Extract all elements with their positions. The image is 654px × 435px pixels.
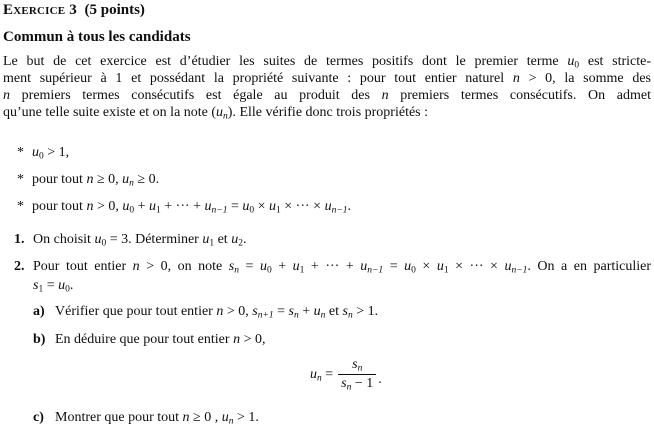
intro-line-3: n premiers termes consécutifs est égale au produit des n premiers termes consécutifs. On admet — [3, 88, 651, 103]
fraction-numerator: $s_n$ — [352, 357, 363, 374]
question-1-text: On choisit $u_0 = 3$. Déterminer $u_1$ et $u_2$. — [33, 232, 247, 249]
property-item-2 — [17, 171, 159, 188]
exercise-subtitle — [3, 29, 191, 46]
equation-lhs: $u_n$ = — [310, 367, 334, 384]
question-2b-text: En déduire que pour tout entier n > 0, — [55, 332, 266, 347]
question-2 — [14, 258, 651, 275]
intro-line-1: Le but de cet exercice est d’étudier les suites de termes positifs dont le premier terme $u_0$ est stricte- — [3, 54, 652, 71]
bullet-marker: * — [17, 199, 24, 214]
fraction — [338, 356, 376, 393]
exercise-title — [3, 2, 145, 19]
question-1 — [14, 231, 246, 248]
property-item-2-text: pour tout n ≥ 0, $u_n \ge 0$. — [32, 172, 160, 189]
question-2-text-line-1: Pour tout entier n > 0, on note $s_n = u_0 + u_1$ + ··· + $u_{n-1} = u_0 \times u_1$ × ··· × $u_{n-1}$. On a en particulier — [33, 259, 652, 276]
question-2c — [33, 409, 259, 426]
property-item-3 — [17, 198, 351, 215]
question-2b — [33, 331, 265, 348]
question-2a-label: a) — [33, 304, 45, 319]
question-2a-text: Vérifier que pour tout entier n > 0, $s_{n+1} = s_n + u_n$ et $s_n > 1$. — [55, 304, 379, 321]
question-2b-label: b) — [33, 332, 46, 347]
question-2a — [33, 303, 378, 320]
question-2c-label: c) — [33, 410, 44, 425]
exercise-title-text: Exercice 3 (5 points) — [3, 2, 145, 18]
bullet-marker: * — [17, 145, 24, 160]
question-2c-text: Montrer que pour tout n ≥ 0 , $u_n > 1$. — [55, 410, 259, 427]
fraction-denominator: $s_n - 1$ — [338, 374, 376, 393]
question-1-label: 1. — [14, 232, 25, 247]
question-2-text-line-2: $s_1 = u_0$. — [33, 278, 74, 295]
exercise-subtitle-text: Commun à tous les candidats — [3, 29, 191, 45]
equation-period: . — [378, 372, 382, 387]
question-2-label: 2. — [14, 259, 25, 274]
intro-line-2: ment supérieur à 1 et possédant la propriété suivante : pour tout entier naturel n > 0, la somme des — [3, 71, 651, 86]
property-item-1 — [17, 144, 69, 161]
property-item-3-text: pour tout n > 0, $u_0 + u_1$ + ··· + $u_{n-1} = u_0 \times u_1$ × ··· × $u_{n-1}$. — [32, 199, 351, 216]
property-item-1-text: $u_0 > 1$, — [32, 145, 70, 162]
bullet-marker: * — [17, 172, 24, 187]
equation — [310, 356, 382, 393]
intro-line-4: qu’une telle suite existe et on la note $(u_n)$. Elle vérifie donc trois propriétés : — [3, 105, 429, 122]
